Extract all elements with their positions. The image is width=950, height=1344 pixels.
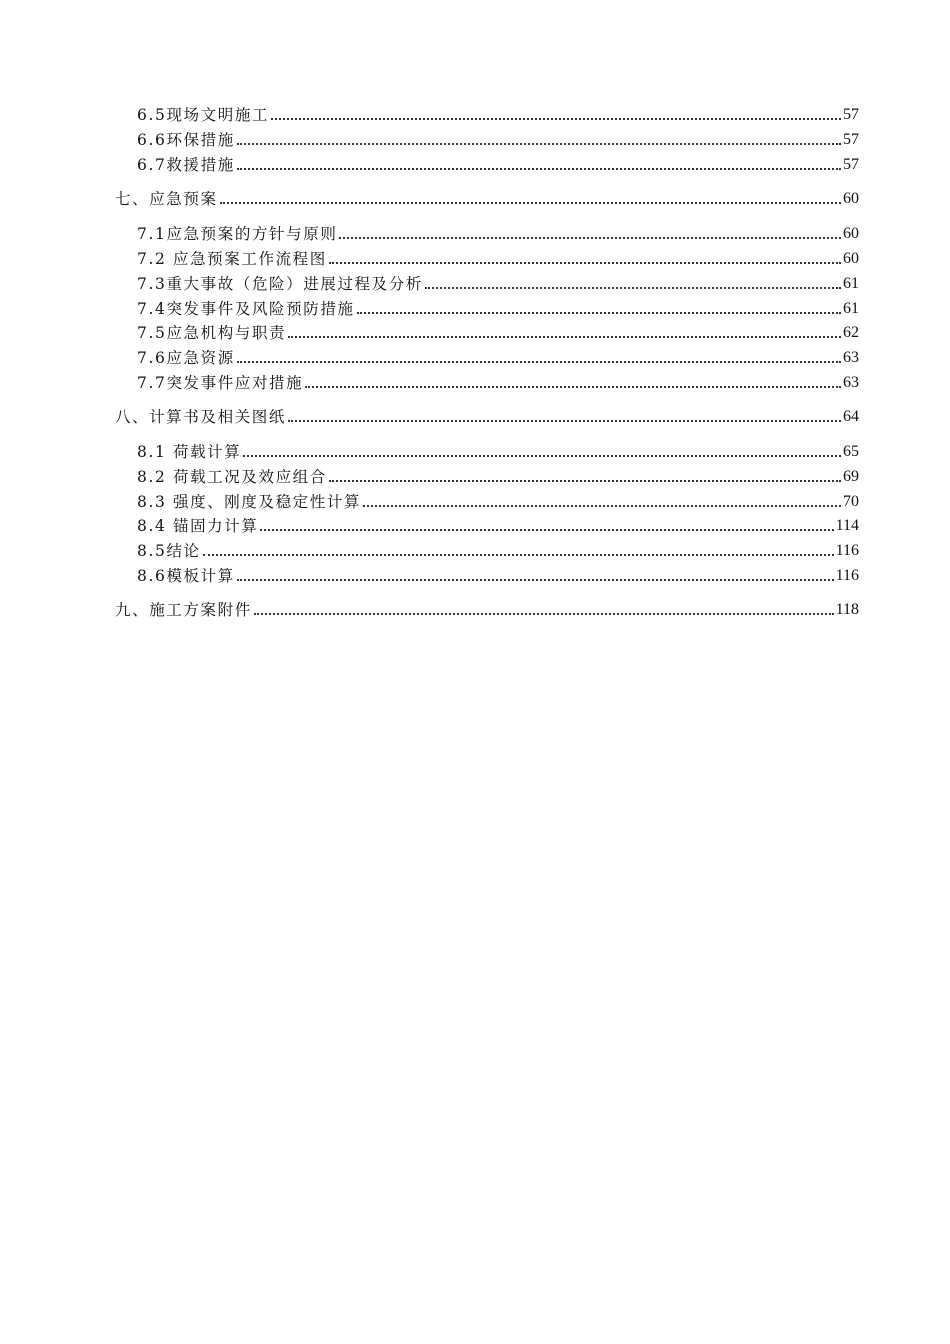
toc-entry-8-4[interactable] [0, 512, 950, 536]
toc-entry-7-1[interactable] [0, 220, 950, 244]
toc-entry-title: 7.1应急预案的方针与原则 [137, 225, 338, 243]
toc-entry-8-1[interactable] [0, 438, 950, 462]
toc-page-number: 63 [843, 374, 859, 391]
toc-page-number: 62 [843, 324, 859, 341]
toc-entry-title: 7.6应急资源 [137, 349, 235, 367]
toc-entry-title: 8.1 荷载计算 [137, 443, 242, 461]
toc-dot-leader [243, 455, 841, 457]
toc-dot-leader [220, 202, 841, 204]
toc-page-number: 57 [843, 156, 859, 173]
toc-entry-title: 7.5应急机构与职责 [137, 324, 287, 342]
toc-entry-chapter-8[interactable] [0, 403, 950, 427]
toc-entry-8-2[interactable] [0, 463, 950, 487]
toc-entry-title: 8.5结论 [137, 542, 201, 560]
toc-dot-leader [237, 168, 841, 170]
toc-page-number: 57 [843, 106, 859, 123]
toc-entry-8-6[interactable] [0, 562, 950, 586]
toc-page-number: 70 [843, 493, 859, 510]
toc-dot-leader [425, 287, 841, 289]
toc-page-number: 61 [843, 300, 859, 317]
toc-page-number: 116 [835, 542, 859, 559]
toc-page-number: 116 [835, 567, 859, 584]
toc-dot-leader [237, 143, 841, 145]
toc-dot-leader [203, 554, 834, 556]
toc-dot-leader [271, 118, 841, 120]
toc-entry-title: 九、施工方案附件 [115, 601, 252, 619]
toc-entry-title: 8.2 荷载工况及效应组合 [137, 468, 327, 486]
toc-entry-title: 6.6环保措施 [137, 131, 235, 149]
toc-entry-title: 7.3重大事故（危险）进展过程及分析 [137, 275, 423, 293]
toc-dot-leader [339, 237, 841, 239]
toc-entry-7-5[interactable] [0, 319, 950, 343]
toc-page-number: 118 [835, 601, 859, 618]
toc-dot-leader [305, 386, 841, 388]
toc-dot-leader [288, 420, 841, 422]
toc-entry-8-3[interactable] [0, 488, 950, 512]
toc-entry-title: 8.3 强度、刚度及稳定性计算 [137, 493, 362, 511]
toc-page-number: 69 [843, 468, 859, 485]
toc-page-number: 65 [843, 443, 859, 460]
toc-dot-leader [237, 361, 841, 363]
toc-dot-leader [329, 262, 841, 264]
toc-entry-chapter-7[interactable] [0, 185, 950, 209]
toc-dot-leader [260, 529, 833, 531]
toc-page-number: 114 [835, 517, 859, 534]
toc-entry-7-3[interactable] [0, 270, 950, 294]
toc-entry-title: 7.2 应急预案工作流程图 [137, 250, 327, 268]
toc-entry-title: 8.6模板计算 [137, 567, 235, 585]
toc-entry-title: 七、应急预案 [115, 190, 218, 208]
toc-entry-title: 8.4 锚固力计算 [137, 517, 259, 535]
toc-page-number: 61 [843, 275, 859, 292]
toc-dot-leader [363, 505, 841, 507]
toc-entry-7-6[interactable] [0, 344, 950, 368]
toc-page-number: 64 [843, 408, 859, 425]
toc-entry-8-5[interactable] [0, 537, 950, 561]
toc-entry-title: 6.5现场文明施工 [137, 106, 270, 124]
toc-dot-leader [329, 480, 841, 482]
toc-page-number: 60 [843, 250, 859, 267]
toc-entry-title: 7.4突发事件及风险预防措施 [137, 300, 355, 318]
toc-page-number: 57 [843, 131, 859, 148]
toc-dot-leader [357, 312, 841, 314]
toc-dot-leader [237, 579, 834, 581]
toc-entry-title: 6.7救援措施 [137, 156, 235, 174]
toc-entry-chapter-9[interactable] [0, 596, 950, 620]
toc-page-number: 60 [843, 190, 859, 207]
toc-entry-title: 八、计算书及相关图纸 [115, 408, 287, 426]
toc-entry-7-7[interactable] [0, 369, 950, 393]
toc-entry-7-2[interactable] [0, 245, 950, 269]
toc-entry-6-6[interactable] [0, 126, 950, 150]
toc-dot-leader [288, 336, 841, 338]
toc-entry-6-7[interactable] [0, 151, 950, 175]
toc-entry-title: 7.7突发事件应对措施 [137, 374, 304, 392]
toc-dot-leader [254, 613, 834, 615]
toc-entry-7-4[interactable] [0, 295, 950, 319]
toc-entry-6-5[interactable] [0, 101, 950, 125]
toc-page-number: 60 [843, 225, 859, 242]
toc-page-number: 63 [843, 349, 859, 366]
